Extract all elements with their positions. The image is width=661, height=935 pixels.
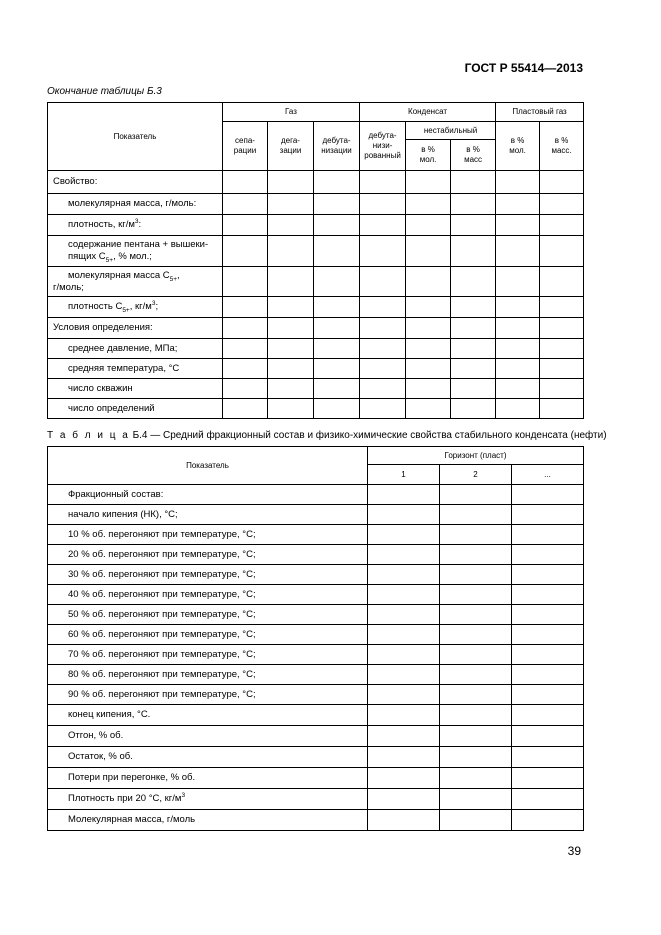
empty-cell — [512, 768, 584, 789]
empty-cell — [368, 768, 440, 789]
empty-cell — [368, 485, 440, 505]
empty-cell — [268, 171, 314, 194]
col-head-mass-pct: в % масс — [451, 140, 496, 171]
empty-cell — [223, 171, 268, 194]
table-row — [48, 565, 584, 585]
empty-cell — [268, 194, 314, 215]
empty-cell — [440, 605, 512, 625]
empty-cell — [440, 625, 512, 645]
empty-cell — [496, 171, 540, 194]
col-head-3: ... — [512, 465, 584, 485]
empty-cell — [360, 267, 406, 297]
empty-cell — [406, 171, 451, 194]
row-label-molar-mass: молекулярная масса, г/моль: — [48, 194, 223, 215]
col-head-formation-gas: Пластовый газ — [496, 103, 584, 122]
empty-cell — [223, 318, 268, 339]
empty-cell — [496, 215, 540, 236]
empty-cell — [360, 379, 406, 399]
empty-cell — [314, 339, 360, 359]
empty-cell — [540, 359, 584, 379]
document-id: ГОСТ Р 55414—2013 — [464, 61, 583, 75]
empty-cell — [440, 645, 512, 665]
col-head-indicator: Показатель — [48, 447, 368, 485]
empty-cell — [512, 485, 584, 505]
empty-cell — [440, 705, 512, 726]
table-row — [48, 545, 584, 565]
empty-cell — [512, 525, 584, 545]
empty-cell — [406, 379, 451, 399]
empty-cell — [368, 605, 440, 625]
empty-cell — [360, 339, 406, 359]
empty-cell — [406, 318, 451, 339]
empty-cell — [512, 645, 584, 665]
empty-cell — [512, 685, 584, 705]
empty-cell — [512, 789, 584, 810]
empty-cell — [512, 705, 584, 726]
empty-cell — [440, 525, 512, 545]
empty-cell — [268, 359, 314, 379]
empty-cell — [496, 318, 540, 339]
table-row — [48, 789, 584, 810]
empty-cell — [451, 215, 496, 236]
row-label: 10 % об. перегоняют при температуре, °С; — [48, 525, 368, 545]
empty-cell — [223, 194, 268, 215]
empty-cell — [223, 236, 268, 267]
row-label-determinations: число определений — [48, 399, 223, 419]
col-head-2: 2 — [440, 465, 512, 485]
row-label-density-20: Плотность при 20 °С, $кг/м^3$ — [48, 789, 368, 810]
row-label-property: Свойство: — [48, 171, 223, 194]
table-row — [48, 747, 584, 768]
table-row — [48, 665, 584, 685]
empty-cell — [268, 339, 314, 359]
empty-cell — [512, 747, 584, 768]
empty-cell — [368, 585, 440, 605]
empty-cell — [360, 399, 406, 419]
empty-cell — [268, 379, 314, 399]
table-row — [48, 485, 584, 505]
empty-cell — [540, 379, 584, 399]
table-row — [48, 525, 584, 545]
row-label-density-c5: плотность $C_{5+}$, $кг/м^3$; — [48, 297, 223, 318]
row-label-molar-mass-c5: молекулярная масса $C_{5+}$, г/моль; — [48, 267, 223, 297]
empty-cell — [360, 215, 406, 236]
empty-cell — [314, 379, 360, 399]
empty-cell — [496, 236, 540, 267]
empty-cell — [540, 215, 584, 236]
empty-cell — [440, 565, 512, 585]
empty-cell — [314, 267, 360, 297]
row-label-avg-pressure: среднее давление, МПа; — [48, 339, 223, 359]
row-label-molar-mass: Молекулярная масса, г/моль — [48, 810, 368, 831]
empty-cell — [496, 339, 540, 359]
empty-cell — [540, 399, 584, 419]
empty-cell — [440, 545, 512, 565]
empty-cell — [540, 318, 584, 339]
empty-cell — [451, 399, 496, 419]
empty-cell — [223, 339, 268, 359]
empty-cell — [268, 318, 314, 339]
empty-cell — [440, 685, 512, 705]
table-row — [48, 505, 584, 525]
empty-cell — [360, 171, 406, 194]
col-head-fg-mol: в % мол. — [496, 122, 540, 171]
empty-cell — [440, 485, 512, 505]
empty-cell — [406, 297, 451, 318]
empty-cell — [440, 585, 512, 605]
empty-cell — [496, 359, 540, 379]
table-row — [48, 625, 584, 645]
table-row — [48, 810, 584, 831]
empty-cell — [512, 726, 584, 747]
empty-cell — [406, 339, 451, 359]
empty-cell — [368, 625, 440, 645]
col-head-separation: сепа- рации — [223, 122, 268, 171]
empty-cell — [368, 747, 440, 768]
empty-cell — [314, 215, 360, 236]
empty-cell — [360, 297, 406, 318]
empty-cell — [512, 505, 584, 525]
empty-cell — [368, 525, 440, 545]
empty-cell — [223, 379, 268, 399]
empty-cell — [406, 236, 451, 267]
row-label-wells: число скважин — [48, 379, 223, 399]
table-row — [48, 768, 584, 789]
empty-cell — [540, 267, 584, 297]
col-head-indicator: Показатель — [48, 103, 223, 171]
empty-cell — [496, 379, 540, 399]
empty-cell — [360, 359, 406, 379]
row-label: Отгон, % об. — [48, 726, 368, 747]
table-row — [48, 705, 584, 726]
empty-cell — [440, 726, 512, 747]
empty-cell — [451, 339, 496, 359]
row-label: 20 % об. перегоняют при температуре, °С; — [48, 545, 368, 565]
col-head-horizon: Горизонт (пласт) — [368, 447, 584, 465]
empty-cell — [360, 318, 406, 339]
empty-cell — [540, 297, 584, 318]
row-label: 30 % об. перегоняют при температуре, °С; — [48, 565, 368, 585]
col-head-mol-pct: в % мол. — [406, 140, 451, 171]
empty-cell — [540, 194, 584, 215]
row-label-avg-temp: средняя температура, °С — [48, 359, 223, 379]
empty-cell — [440, 665, 512, 685]
col-head-fg-mass: в % масс. — [540, 122, 584, 171]
empty-cell — [512, 810, 584, 831]
empty-cell — [512, 665, 584, 685]
empty-cell — [223, 297, 268, 318]
row-label: конец кипения, °С. — [48, 705, 368, 726]
empty-cell — [451, 267, 496, 297]
empty-cell — [368, 685, 440, 705]
table1-caption: Окончание таблицы Б.3 — [47, 86, 162, 97]
table-row — [48, 726, 584, 747]
empty-cell — [440, 810, 512, 831]
empty-cell — [314, 194, 360, 215]
row-label-density: плотность, $кг/м^3$: — [48, 215, 223, 236]
empty-cell — [406, 399, 451, 419]
empty-cell — [451, 359, 496, 379]
empty-cell — [512, 605, 584, 625]
empty-cell — [368, 565, 440, 585]
row-label: 80 % об. перегоняют при температуре, °С; — [48, 665, 368, 685]
col-head-degassing: дега- зации — [268, 122, 314, 171]
empty-cell — [314, 318, 360, 339]
empty-cell — [268, 399, 314, 419]
page-number: 39 — [567, 844, 581, 858]
empty-cell — [451, 318, 496, 339]
empty-cell — [406, 194, 451, 215]
empty-cell — [223, 215, 268, 236]
row-label: 60 % об. перегоняют при температуре, °С; — [48, 625, 368, 645]
row-label: 40 % об. перегоняют при температуре, °С; — [48, 585, 368, 605]
empty-cell — [440, 747, 512, 768]
empty-cell — [368, 665, 440, 685]
empty-cell — [451, 171, 496, 194]
row-label: 90 % об. перегоняют при температуре, °С; — [48, 685, 368, 705]
row-label: 50 % об. перегоняют при температуре, °С; — [48, 605, 368, 625]
empty-cell — [314, 171, 360, 194]
table-row — [48, 685, 584, 705]
empty-cell — [368, 789, 440, 810]
row-label-pentane: содержание пентана + вышеки- пящих $C_{5+}$, % мол.; — [48, 236, 223, 267]
empty-cell — [314, 297, 360, 318]
empty-cell — [368, 545, 440, 565]
empty-cell — [360, 194, 406, 215]
empty-cell — [451, 194, 496, 215]
empty-cell — [406, 267, 451, 297]
empty-cell — [314, 236, 360, 267]
empty-cell — [451, 236, 496, 267]
empty-cell — [223, 359, 268, 379]
table-b3-end — [47, 102, 584, 419]
empty-cell — [268, 267, 314, 297]
row-label-conditions: Условия определения: — [48, 318, 223, 339]
empty-cell — [540, 236, 584, 267]
empty-cell — [268, 215, 314, 236]
empty-cell — [451, 297, 496, 318]
empty-cell — [314, 399, 360, 419]
empty-cell — [496, 297, 540, 318]
col-head-unstable: нестабильный — [406, 122, 496, 140]
col-head-gas: Газ — [223, 103, 360, 122]
empty-cell — [360, 236, 406, 267]
table-row — [48, 605, 584, 625]
row-label: начало кипения (НК), °С; — [48, 505, 368, 525]
empty-cell — [368, 645, 440, 665]
empty-cell — [368, 705, 440, 726]
empty-cell — [223, 399, 268, 419]
empty-cell — [451, 379, 496, 399]
table2-caption: Т а б л и ц а Б.4 — Средний фракционный состав и физико-химические свойства стабильного конденсата (нефти) — [47, 430, 607, 441]
empty-cell — [406, 359, 451, 379]
row-label: Фракционный состав: — [48, 485, 368, 505]
empty-cell — [512, 545, 584, 565]
empty-cell — [406, 215, 451, 236]
table-row — [48, 645, 584, 665]
empty-cell — [440, 768, 512, 789]
empty-cell — [496, 267, 540, 297]
col-head-debutanization: дебута- низации — [314, 122, 360, 171]
col-head-debutanized: дебута- низи- рованный — [360, 122, 406, 171]
empty-cell — [440, 505, 512, 525]
empty-cell — [496, 194, 540, 215]
row-label: Потери при перегонке, % об. — [48, 768, 368, 789]
empty-cell — [368, 810, 440, 831]
empty-cell — [512, 565, 584, 585]
table-row — [48, 585, 584, 605]
table-b4 — [47, 446, 584, 831]
empty-cell — [368, 726, 440, 747]
row-label: Остаток, % об. — [48, 747, 368, 768]
row-label: 70 % об. перегоняют при температуре, °С; — [48, 645, 368, 665]
col-head-condensate: Конденсат — [360, 103, 496, 122]
empty-cell — [540, 171, 584, 194]
empty-cell — [540, 339, 584, 359]
empty-cell — [496, 399, 540, 419]
empty-cell — [223, 267, 268, 297]
empty-cell — [368, 505, 440, 525]
empty-cell — [268, 236, 314, 267]
col-head-1: 1 — [368, 465, 440, 485]
empty-cell — [512, 625, 584, 645]
empty-cell — [440, 789, 512, 810]
empty-cell — [314, 359, 360, 379]
empty-cell — [512, 585, 584, 605]
empty-cell — [268, 297, 314, 318]
